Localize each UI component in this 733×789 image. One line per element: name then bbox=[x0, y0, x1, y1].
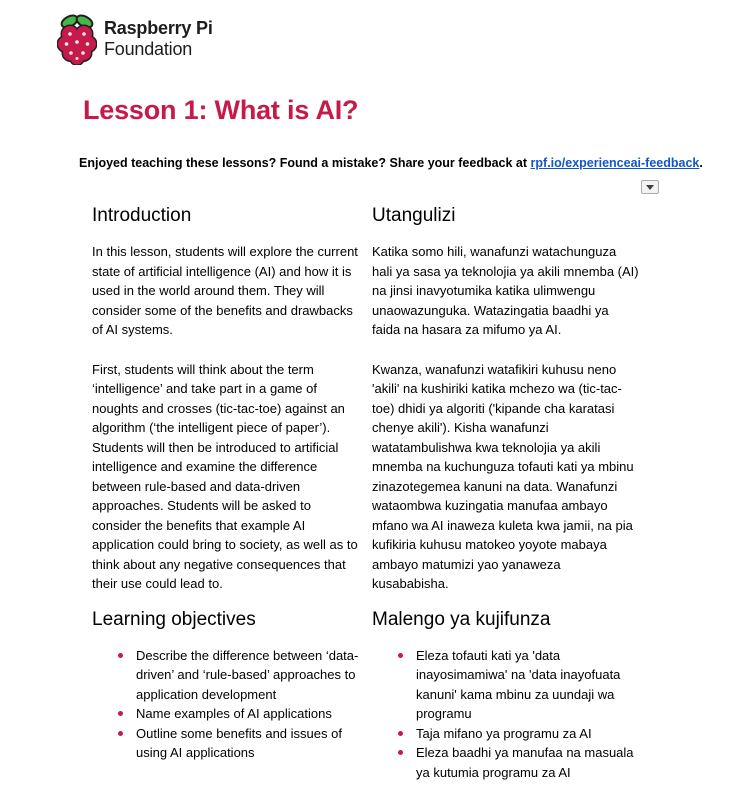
intro-text-sw bbox=[372, 242, 640, 594]
feedback-link[interactable]: rpf.io/experienceai-feedback bbox=[530, 156, 700, 170]
intro-paragraph: Kwanza, wanafunzi watafikiri kuhusu neno 'akili' na kushiriki katika mchezo wa (tic-tac-toe) dhidi ya algoriti ('kipande cha karatasi chenye akili'). Kisha wanafunzi watatambulishwa kwa teknolojia ya akili mnemba na kuchunguza tofauti kati ya mbinu zinazotegemea kanuni na data. Wanafunzi wataombwa kuzingatia manufaa ambayo mfano wa AI inaweza kuleta kwa jamii, na pia kufikiria kuhusu matokeo yoyote mabaya ambayo matumizi yao yanaweza kusababisha. bbox=[372, 361, 634, 591]
intro-heading-en: Introduction bbox=[92, 205, 192, 226]
objective-item bbox=[118, 646, 360, 705]
objectives-heading-en: Learning objectives bbox=[92, 608, 256, 630]
bullet-icon bbox=[398, 731, 403, 736]
raspberry-pi-logo bbox=[57, 13, 213, 65]
bullet-icon bbox=[398, 750, 403, 755]
brand-name-line1: Raspberry Pi bbox=[104, 18, 213, 38]
intro-paragraph: Katika somo hili, wanafunzi watachunguza hali ya sasa ya teknolojia ya akili mnemba (AI) na jinsi inavyotumika katika ulimwengu unaowazunguka. Watazingatia baadhi ya faida na hasara za mifumo ya AI. bbox=[372, 244, 639, 337]
feedback-text-prefix: Enjoyed teaching these lessons? Found a mistake? Share your feedback at bbox=[79, 156, 531, 170]
raspberry-icon bbox=[57, 13, 97, 65]
intro-paragraph: First, students will think about the term ‘intelligence’ and take part in a game of noughts and crosses (tic-tac-toe) against an algorithm (‘the intelligent piece of paper’). Students will then be introduced to artificial intelligence and examine the difference between rule-based and data-driven approaches. Students will be asked to consider the benefits that example AI application could bring to society, as well as to think about any negative consequences that their use could lead to. bbox=[92, 361, 358, 591]
objective-item bbox=[398, 724, 640, 744]
objective-text: Eleza tofauti kati ya 'data inayosimamiwa' na 'data inayofuata kanuni' kama mbinu za uundaji wa programu bbox=[416, 647, 621, 721]
objectives-heading-sw: Malengo ya kujifunza bbox=[372, 608, 551, 630]
lesson-content bbox=[92, 203, 640, 782]
dropdown-arrow-icon bbox=[646, 185, 654, 190]
objectives-list-en bbox=[92, 646, 360, 783]
bullet-icon bbox=[398, 653, 403, 658]
objective-item bbox=[118, 724, 360, 763]
bullet-icon bbox=[118, 653, 123, 658]
intro-paragraph: In this lesson, students will explore the current state of artificial intelligence (AI) and how it is used in the world around them. They will consider some of the benefits and drawbacks of AI systems. bbox=[92, 244, 358, 337]
feedback-note bbox=[79, 154, 703, 172]
objective-text: Describe the difference between ‘data-driven’ and ‘rule-based’ approaches to application development bbox=[136, 647, 359, 702]
bullet-icon bbox=[118, 711, 123, 716]
feedback-text-suffix: . bbox=[699, 156, 703, 170]
brand-name-line2: Foundation bbox=[104, 39, 193, 59]
objective-text: Name examples of AI applications bbox=[136, 706, 332, 721]
page-title: Lesson 1: What is AI? bbox=[83, 95, 359, 125]
bullet-icon bbox=[118, 731, 123, 736]
intro-text-en bbox=[92, 242, 360, 594]
dropdown-button[interactable] bbox=[641, 180, 659, 194]
intro-heading-sw: Utangulizi bbox=[372, 205, 456, 226]
objective-item bbox=[118, 704, 360, 724]
objective-text: Eleza baadhi ya manufaa na masuala ya kutumia programu za AI bbox=[416, 745, 634, 780]
objective-text: Outline some benefits and issues of using AI applications bbox=[136, 725, 342, 760]
objective-text: Taja mifano ya programu za AI bbox=[416, 725, 592, 741]
objective-item bbox=[398, 646, 640, 724]
brand-name bbox=[104, 18, 213, 60]
objective-item bbox=[398, 743, 640, 782]
objectives-list-sw bbox=[372, 646, 640, 783]
